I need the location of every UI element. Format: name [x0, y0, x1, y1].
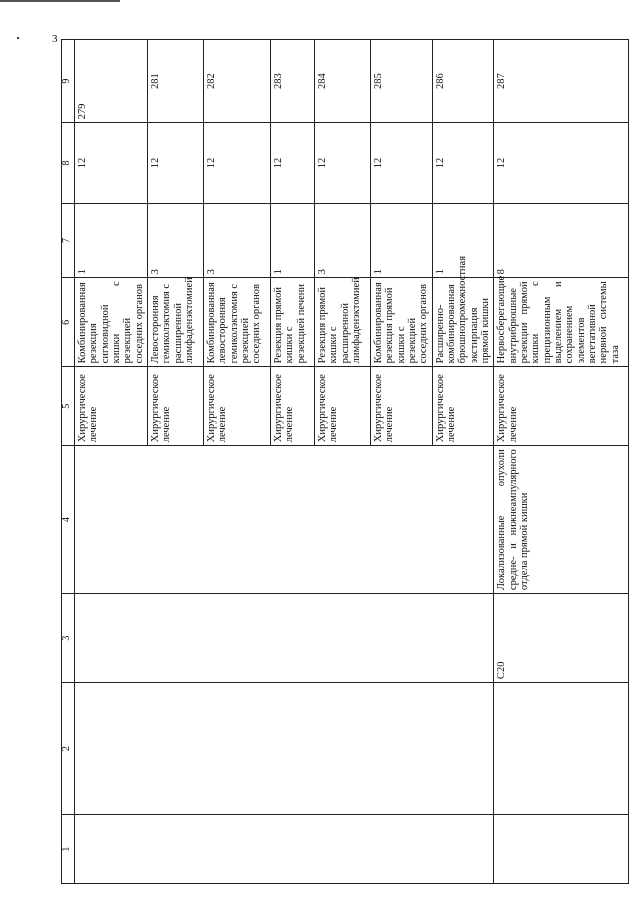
treatment-cell: Хирургическое лечение	[147, 367, 203, 446]
col8-cell: 12	[370, 123, 432, 203]
method-cell: Комбинированная резекция прямой кишки с резекцией соседних органов	[370, 278, 432, 367]
code-cell: C20	[494, 594, 629, 683]
col8-cell: 12	[147, 123, 203, 203]
col8-cell: 12	[494, 123, 629, 203]
col7-cell: 1	[370, 203, 432, 278]
col7-cell: 3	[203, 203, 270, 278]
col7-cell: 1	[432, 203, 494, 278]
table-row	[75, 40, 148, 884]
col8-cell: 12	[75, 123, 148, 203]
col8-cell: 12	[432, 123, 494, 203]
row-number-cell: 282	[203, 40, 270, 123]
cell-col1	[494, 815, 629, 884]
row-number-cell: 283	[270, 40, 314, 123]
method-cell: Комбинированная резекция сигмовидной кишки с резекцией соседних органов	[75, 278, 148, 367]
col8-cell: 12	[203, 123, 270, 203]
treatment-cell: Хирургическое лечение	[370, 367, 432, 446]
column-header-5: 5	[62, 367, 75, 446]
table-row	[494, 40, 629, 884]
col7-cell: 1	[75, 203, 148, 278]
column-header-7: 7	[62, 203, 75, 278]
column-header-8: 8	[62, 123, 75, 203]
column-header-2: 2	[62, 683, 75, 815]
column-header-3: 3	[62, 594, 75, 683]
col7-cell: 8	[494, 203, 629, 278]
treatment-cell: Хирургическое лечение	[203, 367, 270, 446]
row-number-cell: 285	[370, 40, 432, 123]
method-cell: Комбинированная левосторонняя гемиколэктомия с резекцией соседних органов	[203, 278, 270, 367]
method-cell: Резекция прямой кишки с резекцией печени	[270, 278, 314, 367]
row-number-cell: 284	[314, 40, 370, 123]
cell-col2	[75, 683, 494, 815]
medical-procedures-table	[61, 39, 629, 884]
method-cell: Левосторонняя гемиколэктомия с расширенной лимфаденэктомией	[147, 278, 203, 367]
col8-cell: 12	[270, 123, 314, 203]
treatment-cell: Хирургическое лечение	[494, 367, 629, 446]
row-number-cell: 279	[75, 40, 148, 123]
method-cell: Расширенно-комбинированная брюшнопромежностная экстирпация прямой кишки	[432, 278, 494, 367]
cell-col3	[75, 594, 494, 683]
rotated-page-table-container	[61, 39, 621, 884]
column-header-6: 6	[62, 278, 75, 367]
scan-speck	[17, 37, 19, 39]
cell-col2	[494, 683, 629, 815]
column-header-9: 9	[62, 40, 75, 123]
cell-col4	[75, 446, 494, 594]
page-number: 3	[52, 33, 58, 45]
treatment-cell: Хирургическое лечение	[75, 367, 148, 446]
cell-col1	[75, 815, 494, 884]
column-header-1: 1	[62, 815, 75, 884]
treatment-cell: Хирургическое лечение	[432, 367, 494, 446]
col7-cell: 1	[270, 203, 314, 278]
scan-edge-mark	[0, 0, 120, 2]
treatment-cell: Хирургическое лечение	[270, 367, 314, 446]
row-number-cell: 281	[147, 40, 203, 123]
col7-cell: 3	[314, 203, 370, 278]
col8-cell: 12	[314, 123, 370, 203]
header-row	[62, 40, 75, 884]
method-cell: Резекция прямой кишки с расширенной лимфаденэктомией	[314, 278, 370, 367]
col7-cell: 3	[147, 203, 203, 278]
row-number-cell: 287	[494, 40, 629, 123]
column-header-4: 4	[62, 446, 75, 594]
condition-cell: Локализованные опухоли средне- и нижнеампулярного отдела прямой кишки	[494, 446, 629, 594]
row-number-cell: 286	[432, 40, 494, 123]
method-cell: Нервосберегающие внутрибрюшные резекции прямой кишки с прецизионным выделением и сохранением элементов вегетативной нервной системы таза	[494, 278, 629, 367]
treatment-cell: Хирургическое лечение	[314, 367, 370, 446]
